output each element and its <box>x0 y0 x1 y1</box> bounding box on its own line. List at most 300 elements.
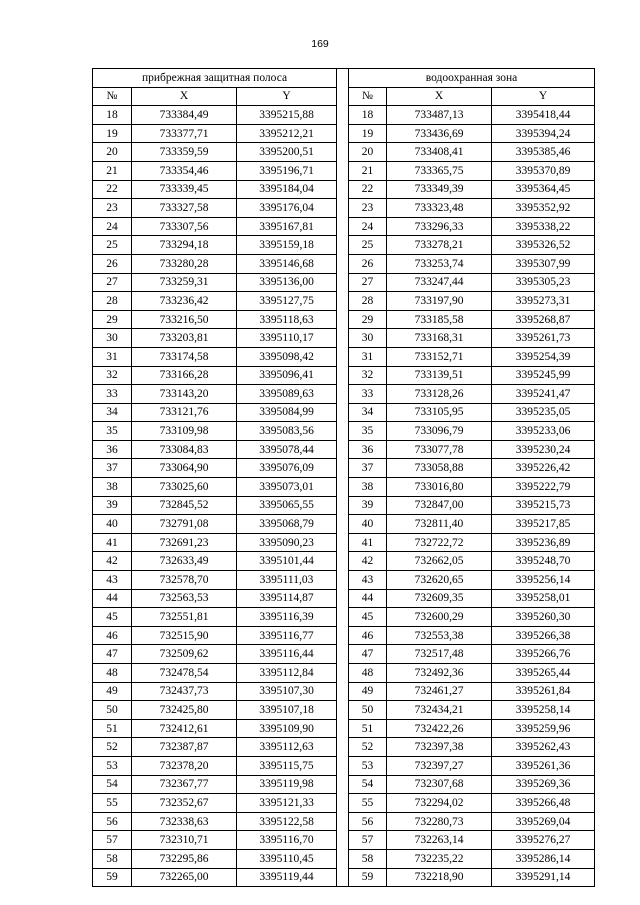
left-y-cell: 3395116,70 <box>237 831 337 850</box>
column-gap <box>337 664 349 683</box>
column-gap <box>337 106 349 125</box>
right-number-cell: 48 <box>349 664 387 683</box>
table-row <box>93 738 595 757</box>
right-number-cell: 34 <box>349 403 387 422</box>
left-x-cell: 732367,77 <box>132 775 237 794</box>
column-gap <box>337 756 349 775</box>
column-gap <box>337 849 349 868</box>
right-number-cell: 43 <box>349 571 387 590</box>
table-row <box>93 385 595 404</box>
left-y-cell: 3395107,30 <box>237 682 337 701</box>
right-x-cell: 733197,90 <box>387 292 492 311</box>
left-x-cell: 732478,54 <box>132 664 237 683</box>
right-number-cell: 41 <box>349 533 387 552</box>
column-gap <box>337 794 349 813</box>
left-y-cell: 3395089,63 <box>237 385 337 404</box>
right-y-cell: 3395262,43 <box>492 738 595 757</box>
right-x-cell: 733105,95 <box>387 403 492 422</box>
left-y-cell: 3395098,42 <box>237 347 337 366</box>
right-y-cell: 3395256,14 <box>492 571 595 590</box>
left-y-cell: 3395076,09 <box>237 459 337 478</box>
right-number-cell: 27 <box>349 273 387 292</box>
table-row <box>93 292 595 311</box>
left-y-cell: 3395119,98 <box>237 775 337 794</box>
left-x-cell: 732425,80 <box>132 701 237 720</box>
table-row <box>93 440 595 459</box>
right-y-cell: 3395266,48 <box>492 794 595 813</box>
left-y-cell: 3395115,75 <box>237 756 337 775</box>
right-x-cell: 732600,29 <box>387 608 492 627</box>
column-gap <box>337 496 349 515</box>
right-x-cell: 733139,51 <box>387 366 492 385</box>
right-y-cell: 3395266,38 <box>492 626 595 645</box>
left-number-cell: 50 <box>93 701 132 720</box>
left-x-cell: 732633,49 <box>132 552 237 571</box>
right-y-cell: 3395245,99 <box>492 366 595 385</box>
right-number-cell: 30 <box>349 329 387 348</box>
right-y-cell: 3395259,96 <box>492 719 595 738</box>
left-x-cell: 732578,70 <box>132 571 237 590</box>
right-number-cell: 40 <box>349 515 387 534</box>
right-number-cell: 57 <box>349 831 387 850</box>
left-x-cell: 732338,63 <box>132 812 237 831</box>
right-x-cell: 733016,80 <box>387 478 492 497</box>
right-y-cell: 3395273,31 <box>492 292 595 311</box>
column-gap <box>337 440 349 459</box>
table-row <box>93 403 595 422</box>
right-number-cell: 35 <box>349 422 387 441</box>
right-y-cell: 3395260,30 <box>492 608 595 627</box>
right-y-cell: 3395338,22 <box>492 217 595 236</box>
left-x-cell: 732265,00 <box>132 868 237 887</box>
right-x-cell: 733096,79 <box>387 422 492 441</box>
left-number-cell: 22 <box>93 180 132 199</box>
left-number-cell: 55 <box>93 794 132 813</box>
left-y-cell: 3395090,23 <box>237 533 337 552</box>
left-number-cell: 59 <box>93 868 132 887</box>
left-x-cell: 732310,71 <box>132 831 237 850</box>
right-y-cell: 3395269,36 <box>492 775 595 794</box>
left-number-cell: 21 <box>93 161 132 180</box>
left-number-cell: 56 <box>93 812 132 831</box>
column-gap <box>337 217 349 236</box>
right-y-cell: 3395261,84 <box>492 682 595 701</box>
right-number-cell: 25 <box>349 236 387 255</box>
right-number-cell: 19 <box>349 124 387 143</box>
left-y-cell: 3395212,21 <box>237 124 337 143</box>
right-x-cell: 732294,02 <box>387 794 492 813</box>
left-number-cell: 19 <box>93 124 132 143</box>
column-gap <box>337 143 349 162</box>
column-gap <box>337 552 349 571</box>
left-x-cell: 732845,52 <box>132 496 237 515</box>
table-row <box>93 812 595 831</box>
right-x-cell: 733128,26 <box>387 385 492 404</box>
left-x-cell: 732387,87 <box>132 738 237 757</box>
column-gap <box>337 347 349 366</box>
left-number-cell: 53 <box>93 756 132 775</box>
left-number-cell: 37 <box>93 459 132 478</box>
table-row <box>93 831 595 850</box>
left-number-cell: 30 <box>93 329 132 348</box>
table-row <box>93 459 595 478</box>
right-y-cell: 3395241,47 <box>492 385 595 404</box>
left-number-cell: 41 <box>93 533 132 552</box>
right-x-cell: 732280,73 <box>387 812 492 831</box>
right-y-cell: 3395233,06 <box>492 422 595 441</box>
right-y-cell: 3395307,99 <box>492 254 595 273</box>
column-gap <box>337 719 349 738</box>
left-number-cell: 23 <box>93 199 132 218</box>
left-y-cell: 3395073,01 <box>237 478 337 497</box>
right-y-cell: 3395230,24 <box>492 440 595 459</box>
right-x-cell: 732263,14 <box>387 831 492 850</box>
right-x-cell: 732422,26 <box>387 719 492 738</box>
left-number-cell: 26 <box>93 254 132 273</box>
right-x-cell: 733247,44 <box>387 273 492 292</box>
left-number-cell: 43 <box>93 571 132 590</box>
right-y-cell: 3395254,39 <box>492 347 595 366</box>
right-y-cell: 3395370,89 <box>492 161 595 180</box>
left-x-cell: 733084,83 <box>132 440 237 459</box>
right-y-cell: 3395215,73 <box>492 496 595 515</box>
table-row <box>93 161 595 180</box>
right-x-cell: 733152,71 <box>387 347 492 366</box>
table-row <box>93 180 595 199</box>
table-row <box>93 310 595 329</box>
left-number-cell: 47 <box>93 645 132 664</box>
right-number-cell: 33 <box>349 385 387 404</box>
right-number-cell: 23 <box>349 199 387 218</box>
left-y-cell: 3395111,03 <box>237 571 337 590</box>
right-x-cell: 732722,72 <box>387 533 492 552</box>
right-x-cell: 732397,27 <box>387 756 492 775</box>
right-number-cell: 39 <box>349 496 387 515</box>
table-row <box>93 254 595 273</box>
column-gap <box>337 236 349 255</box>
right-x-cell: 732397,38 <box>387 738 492 757</box>
column-gap <box>337 310 349 329</box>
left-number-cell: 29 <box>93 310 132 329</box>
column-gap <box>337 459 349 478</box>
table-row <box>93 868 595 887</box>
right-x-cell: 732847,00 <box>387 496 492 515</box>
right-number-cell: 52 <box>349 738 387 757</box>
left-y-cell: 3395121,33 <box>237 794 337 813</box>
left-y-cell: 3395110,45 <box>237 849 337 868</box>
left-x-cell: 732691,23 <box>132 533 237 552</box>
column-gap <box>337 831 349 850</box>
right-y-cell: 3395352,92 <box>492 199 595 218</box>
table-row <box>93 849 595 868</box>
left-x-cell: 733307,56 <box>132 217 237 236</box>
right-number-cell: 59 <box>349 868 387 887</box>
right-x-cell: 733349,39 <box>387 180 492 199</box>
table-row <box>93 608 595 627</box>
left-number-cell: 38 <box>93 478 132 497</box>
left-number-cell: 51 <box>93 719 132 738</box>
right-x-cell: 732461,27 <box>387 682 492 701</box>
table-row <box>93 478 595 497</box>
table-row <box>93 366 595 385</box>
left-y-cell: 3395167,81 <box>237 217 337 236</box>
left-number-cell: 31 <box>93 347 132 366</box>
column-header-row <box>93 87 595 106</box>
right-y-cell: 3395258,14 <box>492 701 595 720</box>
table-row <box>93 347 595 366</box>
column-gap <box>337 124 349 143</box>
right-number-cell: 49 <box>349 682 387 701</box>
right-y-cell: 3395261,73 <box>492 329 595 348</box>
column-gap <box>337 273 349 292</box>
column-gap <box>337 292 349 311</box>
table-row <box>93 775 595 794</box>
right-x-cell: 732662,05 <box>387 552 492 571</box>
left-x-cell: 733064,90 <box>132 459 237 478</box>
column-gap <box>337 589 349 608</box>
right-x-cell: 732307,68 <box>387 775 492 794</box>
coordinates-table <box>92 68 595 887</box>
right-x-cell: 733296,33 <box>387 217 492 236</box>
left-x-cell: 733339,45 <box>132 180 237 199</box>
table-row <box>93 515 595 534</box>
right-number-cell: 50 <box>349 701 387 720</box>
right-x-cell: 733365,75 <box>387 161 492 180</box>
right-y-cell: 3395276,27 <box>492 831 595 850</box>
left-number-cell: 32 <box>93 366 132 385</box>
left-y-cell: 3395083,56 <box>237 422 337 441</box>
table-row <box>93 552 595 571</box>
left-y-cell: 3395110,17 <box>237 329 337 348</box>
right-x-cell: 732553,38 <box>387 626 492 645</box>
left-number-cell: 54 <box>93 775 132 794</box>
page-number: 169 <box>311 38 329 50</box>
left-x-cell: 732412,61 <box>132 719 237 738</box>
column-gap <box>337 385 349 404</box>
left-header-number: № <box>93 87 132 106</box>
right-y-cell: 3395326,52 <box>492 236 595 255</box>
left-x-cell: 732437,73 <box>132 682 237 701</box>
table-row <box>93 719 595 738</box>
left-number-cell: 45 <box>93 608 132 627</box>
table-row <box>93 124 595 143</box>
right-number-cell: 54 <box>349 775 387 794</box>
right-y-cell: 3395217,85 <box>492 515 595 534</box>
right-number-cell: 18 <box>349 106 387 125</box>
right-header-y: Y <box>492 87 595 106</box>
left-number-cell: 35 <box>93 422 132 441</box>
left-number-cell: 44 <box>93 589 132 608</box>
column-gap <box>337 403 349 422</box>
column-gap <box>337 199 349 218</box>
left-y-cell: 3395109,90 <box>237 719 337 738</box>
right-x-cell: 733077,78 <box>387 440 492 459</box>
right-x-cell: 733487,13 <box>387 106 492 125</box>
table-row <box>93 571 595 590</box>
left-number-cell: 20 <box>93 143 132 162</box>
table-row <box>93 496 595 515</box>
left-y-cell: 3395101,44 <box>237 552 337 571</box>
column-gap <box>337 645 349 664</box>
table-row <box>93 682 595 701</box>
left-y-cell: 3395116,77 <box>237 626 337 645</box>
table-row <box>93 794 595 813</box>
right-x-cell: 732434,21 <box>387 701 492 720</box>
column-gap <box>337 180 349 199</box>
right-y-cell: 3395394,24 <box>492 124 595 143</box>
right-y-cell: 3395226,42 <box>492 459 595 478</box>
right-y-cell: 3395236,89 <box>492 533 595 552</box>
column-gap <box>337 478 349 497</box>
right-y-cell: 3395248,70 <box>492 552 595 571</box>
left-x-cell: 733384,49 <box>132 106 237 125</box>
right-y-cell: 3395265,44 <box>492 664 595 683</box>
table-row <box>93 664 595 683</box>
left-y-cell: 3395068,79 <box>237 515 337 534</box>
right-number-cell: 56 <box>349 812 387 831</box>
table-row <box>93 106 595 125</box>
left-x-cell: 733236,42 <box>132 292 237 311</box>
table-row <box>93 273 595 292</box>
table-row <box>93 626 595 645</box>
left-number-cell: 48 <box>93 664 132 683</box>
left-number-cell: 49 <box>93 682 132 701</box>
left-y-cell: 3395196,71 <box>237 161 337 180</box>
left-header-y: Y <box>237 87 337 106</box>
left-x-cell: 733280,28 <box>132 254 237 273</box>
left-x-cell: 732509,62 <box>132 645 237 664</box>
left-number-cell: 39 <box>93 496 132 515</box>
left-x-cell: 733025,60 <box>132 478 237 497</box>
left-x-cell: 733166,28 <box>132 366 237 385</box>
left-y-cell: 3395122,58 <box>237 812 337 831</box>
right-number-cell: 47 <box>349 645 387 664</box>
left-number-cell: 58 <box>93 849 132 868</box>
right-x-cell: 733323,48 <box>387 199 492 218</box>
right-number-cell: 44 <box>349 589 387 608</box>
table-row <box>93 217 595 236</box>
left-number-cell: 18 <box>93 106 132 125</box>
column-gap <box>337 571 349 590</box>
column-gap <box>337 87 349 106</box>
right-x-cell: 733168,31 <box>387 329 492 348</box>
right-y-cell: 3395418,44 <box>492 106 595 125</box>
left-number-cell: 40 <box>93 515 132 534</box>
left-x-cell: 733354,46 <box>132 161 237 180</box>
right-y-cell: 3395261,36 <box>492 756 595 775</box>
left-x-cell: 733121,76 <box>132 403 237 422</box>
right-number-cell: 24 <box>349 217 387 236</box>
column-gap <box>337 366 349 385</box>
left-y-cell: 3395215,88 <box>237 106 337 125</box>
left-y-cell: 3395096,41 <box>237 366 337 385</box>
left-x-cell: 733259,31 <box>132 273 237 292</box>
right-y-cell: 3395291,14 <box>492 868 595 887</box>
right-y-cell: 3395268,87 <box>492 310 595 329</box>
left-number-cell: 34 <box>93 403 132 422</box>
left-x-cell: 733203,81 <box>132 329 237 348</box>
left-x-cell: 732378,20 <box>132 756 237 775</box>
left-y-cell: 3395159,18 <box>237 236 337 255</box>
column-gap <box>337 515 349 534</box>
left-x-cell: 733174,58 <box>132 347 237 366</box>
column-gap <box>337 69 349 88</box>
right-number-cell: 42 <box>349 552 387 571</box>
right-number-cell: 31 <box>349 347 387 366</box>
right-x-cell: 732609,35 <box>387 589 492 608</box>
table-row <box>93 143 595 162</box>
column-gap <box>337 608 349 627</box>
left-y-cell: 3395078,44 <box>237 440 337 459</box>
left-y-cell: 3395084,99 <box>237 403 337 422</box>
column-gap <box>337 868 349 887</box>
table-row <box>93 422 595 441</box>
right-y-cell: 3395266,76 <box>492 645 595 664</box>
right-x-cell: 732235,22 <box>387 849 492 868</box>
left-x-cell: 732791,08 <box>132 515 237 534</box>
right-y-cell: 3395286,14 <box>492 849 595 868</box>
right-number-cell: 38 <box>349 478 387 497</box>
right-y-cell: 3395258,01 <box>492 589 595 608</box>
right-x-cell: 733058,88 <box>387 459 492 478</box>
right-number-cell: 37 <box>349 459 387 478</box>
right-number-cell: 29 <box>349 310 387 329</box>
right-zone-title: водоохранная зона <box>349 69 595 88</box>
left-y-cell: 3395184,04 <box>237 180 337 199</box>
column-gap <box>337 533 349 552</box>
column-gap <box>337 682 349 701</box>
left-x-cell: 733359,59 <box>132 143 237 162</box>
left-x-cell: 733109,98 <box>132 422 237 441</box>
column-gap <box>337 812 349 831</box>
right-y-cell: 3395385,46 <box>492 143 595 162</box>
left-number-cell: 33 <box>93 385 132 404</box>
table-row <box>93 645 595 664</box>
right-number-cell: 32 <box>349 366 387 385</box>
column-gap <box>337 738 349 757</box>
zone-header-row <box>93 69 595 88</box>
right-x-cell: 732218,90 <box>387 868 492 887</box>
left-y-cell: 3395200,51 <box>237 143 337 162</box>
right-header-number: № <box>349 87 387 106</box>
right-number-cell: 46 <box>349 626 387 645</box>
left-y-cell: 3395118,63 <box>237 310 337 329</box>
column-gap <box>337 775 349 794</box>
table-row <box>93 236 595 255</box>
left-y-cell: 3395114,87 <box>237 589 337 608</box>
left-y-cell: 3395116,39 <box>237 608 337 627</box>
left-x-cell: 733377,71 <box>132 124 237 143</box>
left-x-cell: 733327,58 <box>132 199 237 218</box>
right-x-cell: 732492,36 <box>387 664 492 683</box>
left-number-cell: 46 <box>93 626 132 645</box>
table-row <box>93 756 595 775</box>
left-number-cell: 28 <box>93 292 132 311</box>
left-number-cell: 42 <box>93 552 132 571</box>
left-number-cell: 57 <box>93 831 132 850</box>
right-x-cell: 733436,69 <box>387 124 492 143</box>
left-x-cell: 732352,67 <box>132 794 237 813</box>
right-y-cell: 3395269,04 <box>492 812 595 831</box>
table-row <box>93 701 595 720</box>
right-number-cell: 53 <box>349 756 387 775</box>
right-x-cell: 732811,40 <box>387 515 492 534</box>
table-row <box>93 589 595 608</box>
right-y-cell: 3395235,05 <box>492 403 595 422</box>
right-number-cell: 20 <box>349 143 387 162</box>
left-y-cell: 3395127,75 <box>237 292 337 311</box>
right-number-cell: 55 <box>349 794 387 813</box>
